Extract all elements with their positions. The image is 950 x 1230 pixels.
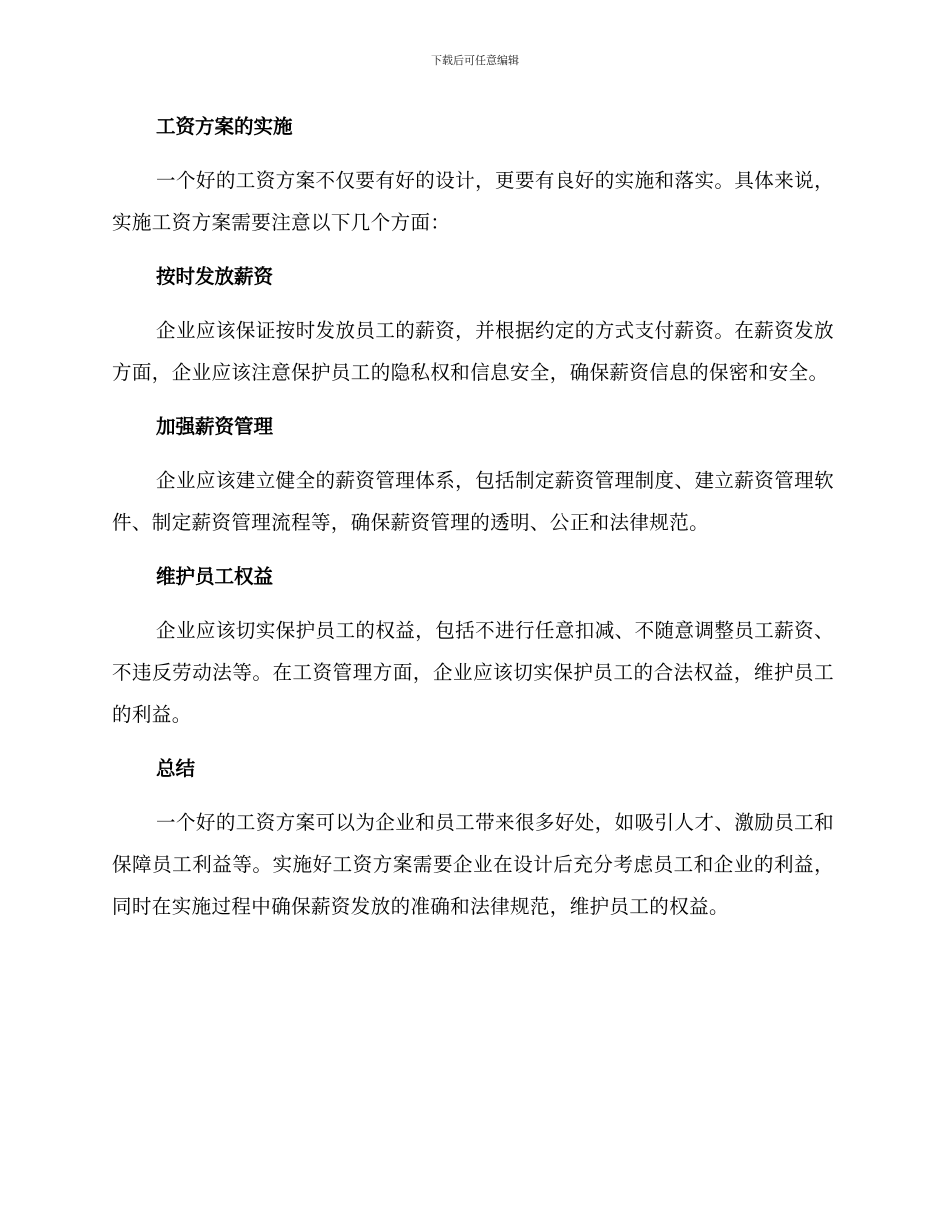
- document-body: [112, 106, 834, 940]
- section-salary-management: [112, 406, 834, 544]
- section-paragraph: 企业应该建立健全的薪资管理体系，包括制定薪资管理制度、建立薪资管理软件、制定薪资管理流程等，确保薪资管理的透明、公正和法律规范。: [112, 469, 834, 534]
- section-heading: 总结: [156, 757, 196, 780]
- section-summary: [112, 748, 834, 928]
- section-implementation: [112, 106, 834, 244]
- section-paragraph: 一个好的工资方案不仅要有好的设计，更要有良好的实施和落实。具体来说，实施工资方案需要注意以下几个方面：: [112, 169, 834, 234]
- section-employee-rights: [112, 556, 834, 736]
- page-header: 下载后可任意编辑: [431, 54, 519, 67]
- section-heading: 维护员工权益: [156, 565, 274, 588]
- section-paragraph: 一个好的工资方案可以为企业和员工带来很多好处，如吸引人才、激励员工和保障员工利益等。实施好工资方案需要企业在设计后充分考虑员工和企业的利益，同时在实施过程中确保薪资发放的准确和法律规范，维护员工的权益。: [112, 811, 834, 918]
- section-paragraph: 企业应该保证按时发放员工的薪资，并根据约定的方式支付薪资。在薪资发放方面，企业应该注意保护员工的隐私权和信息安全，确保薪资信息的保密和安全。: [112, 319, 834, 384]
- section-pay-on-time: [112, 256, 834, 394]
- section-heading: 按时发放薪资: [156, 265, 274, 288]
- section-paragraph: 企业应该切实保护员工的权益，包括不进行任意扣减、不随意调整员工薪资、不违反劳动法等。在工资管理方面，企业应该切实保护员工的合法权益，维护员工的利益。: [112, 619, 834, 726]
- section-heading: 加强薪资管理: [156, 415, 274, 438]
- section-heading: 工资方案的实施: [156, 115, 293, 138]
